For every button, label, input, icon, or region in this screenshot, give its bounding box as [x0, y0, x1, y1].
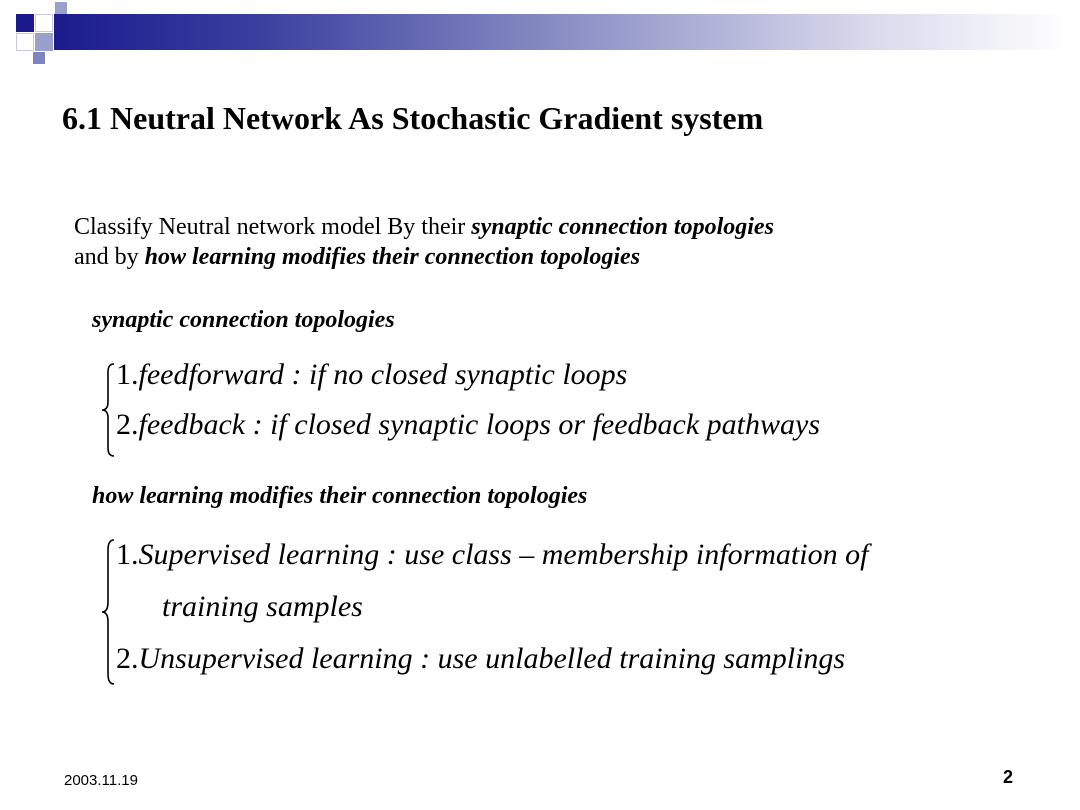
- item-number: 1.: [116, 358, 139, 391]
- section-heading-learning: how learning modifies their connection topologies: [92, 483, 588, 509]
- header-gradient-bar: [54, 14, 1070, 50]
- item-number: 2.: [116, 642, 139, 675]
- page-number: 2: [1003, 767, 1014, 787]
- item-text: Unsupervised learning : use unlabelled training samplings: [138, 642, 846, 675]
- learning-item-supervised: [116, 538, 868, 572]
- left-brace-icon: [100, 362, 116, 458]
- item-text: Supervised learning : use class – membership information of: [138, 538, 869, 571]
- header-decoration: [33, 52, 45, 64]
- item-text: feedforward : if no closed synaptic loops: [138, 358, 628, 391]
- header-decoration: [16, 33, 34, 51]
- intro-paragraph: [74, 212, 774, 272]
- intro-line-1: [74, 212, 774, 242]
- slide-title: 6.1 Neutral Network As Stochastic Gradient system: [62, 100, 764, 136]
- section-heading-topologies: synaptic connection topologies: [92, 307, 395, 333]
- intro-line-2: [74, 242, 774, 272]
- topology-item-feedback: [116, 408, 820, 442]
- header-decoration: [35, 14, 53, 32]
- intro-text: Classify Neutral network model By their: [74, 214, 472, 240]
- header-decoration: [55, 2, 67, 14]
- header-decoration: [35, 33, 53, 51]
- learning-item-unsupervised: [116, 642, 845, 676]
- intro-emphasis: how learning modifies their connection topologies: [144, 244, 641, 270]
- footer-date: 2003.11.19: [64, 772, 138, 789]
- item-number: 1.: [116, 538, 139, 571]
- item-number: 2.: [116, 408, 139, 441]
- header-decoration: [16, 14, 34, 32]
- intro-text: and by: [74, 244, 145, 270]
- topology-item-feedforward: [116, 358, 627, 392]
- item-text: feedback : if closed synaptic loops or feedback pathways: [138, 408, 820, 441]
- learning-item-supervised-continued: training samples: [162, 590, 363, 623]
- left-brace-icon: [100, 538, 116, 686]
- intro-emphasis: synaptic connection topologies: [471, 214, 774, 240]
